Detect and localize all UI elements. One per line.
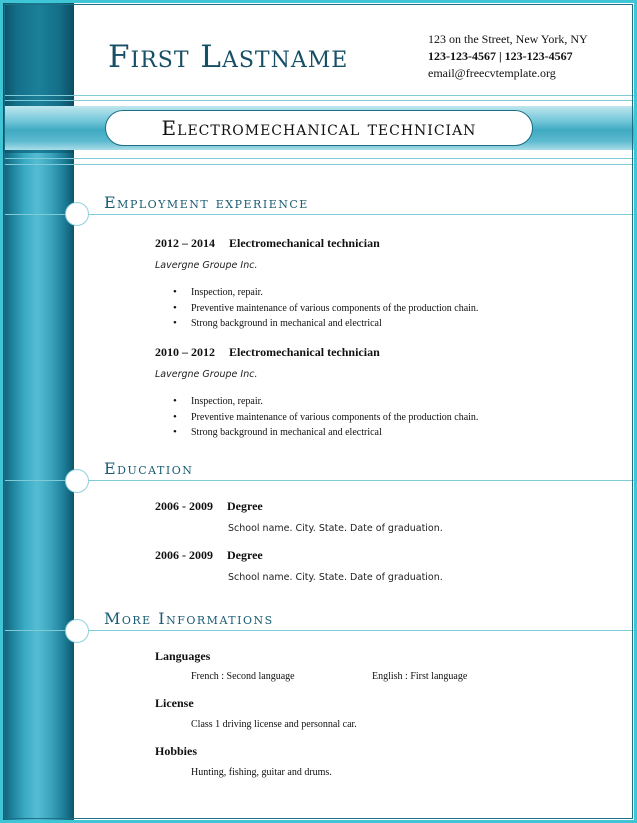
- job-role: Electromechanical technician: [229, 236, 380, 250]
- language-second: French : Second language: [191, 671, 295, 682]
- job-duties-list: [173, 285, 478, 332]
- job-title-banner: [105, 110, 533, 146]
- phone-line: 123-123-4567 | 123-123-4567: [428, 49, 573, 63]
- license-label: License: [155, 696, 194, 710]
- employment-section-title: Employment experience: [104, 193, 309, 212]
- job-years: 2010 – 2012: [155, 345, 215, 359]
- address-line: 123 on the Street, New York, NY: [428, 32, 588, 46]
- employment-section-rule: [5, 214, 635, 215]
- hobbies-label: Hobbies: [155, 744, 198, 758]
- job-duty: • Strong background in mechanical and electrical: [173, 425, 478, 441]
- hobbies-text: Hunting, fishing, guitar and drums.: [191, 767, 332, 778]
- more-info-section-rule: [5, 630, 635, 631]
- job-heading: [155, 345, 380, 360]
- education-section-title: Education: [104, 459, 194, 478]
- banner-divider-1: [5, 158, 635, 159]
- banner-divider-2: [5, 164, 635, 165]
- employment-section-marker: [65, 202, 89, 226]
- education-years: 2006 - 2009: [155, 499, 213, 513]
- job-duty: • Inspection, repair.: [173, 394, 478, 410]
- email-line: email@freecvtemplate.org: [428, 66, 556, 80]
- job-heading: [155, 236, 380, 251]
- education-heading: [155, 499, 263, 514]
- candidate-name: First Lastname: [108, 39, 349, 75]
- job-duty: • Preventive maintenance of various components of the production chain.: [173, 301, 478, 317]
- education-years: 2006 - 2009: [155, 548, 213, 562]
- job-duty: • Strong background in mechanical and electrical: [173, 316, 478, 332]
- job-duty: • Inspection, repair.: [173, 285, 478, 301]
- education-detail: School name. City. State. Date of graduation.: [228, 523, 443, 534]
- job-role: Electromechanical technician: [229, 345, 380, 359]
- education-section-rule: [5, 480, 635, 481]
- education-degree: Degree: [227, 499, 263, 513]
- job-duty: • Preventive maintenance of various components of the production chain.: [173, 410, 478, 426]
- languages-label: Languages: [155, 649, 211, 663]
- job-duties-list: [173, 394, 478, 441]
- contact-block: [428, 31, 588, 82]
- job-years: 2012 – 2014: [155, 236, 215, 250]
- education-degree: Degree: [227, 548, 263, 562]
- more-info-section-title: More Informations: [104, 609, 274, 628]
- header-divider-1: [5, 95, 635, 96]
- education-heading: [155, 548, 263, 563]
- job-title: Electromechanical technician: [161, 116, 477, 140]
- job-company: Lavergne Groupe Inc.: [155, 260, 258, 271]
- header-divider-2: [5, 100, 635, 101]
- language-first: English : First language: [372, 671, 468, 682]
- education-section-marker: [65, 469, 89, 493]
- license-text: Class 1 driving license and personnal car.: [191, 719, 357, 730]
- job-company: Lavergne Groupe Inc.: [155, 369, 258, 380]
- more-info-section-marker: [65, 619, 89, 643]
- education-detail: School name. City. State. Date of graduation.: [228, 572, 443, 583]
